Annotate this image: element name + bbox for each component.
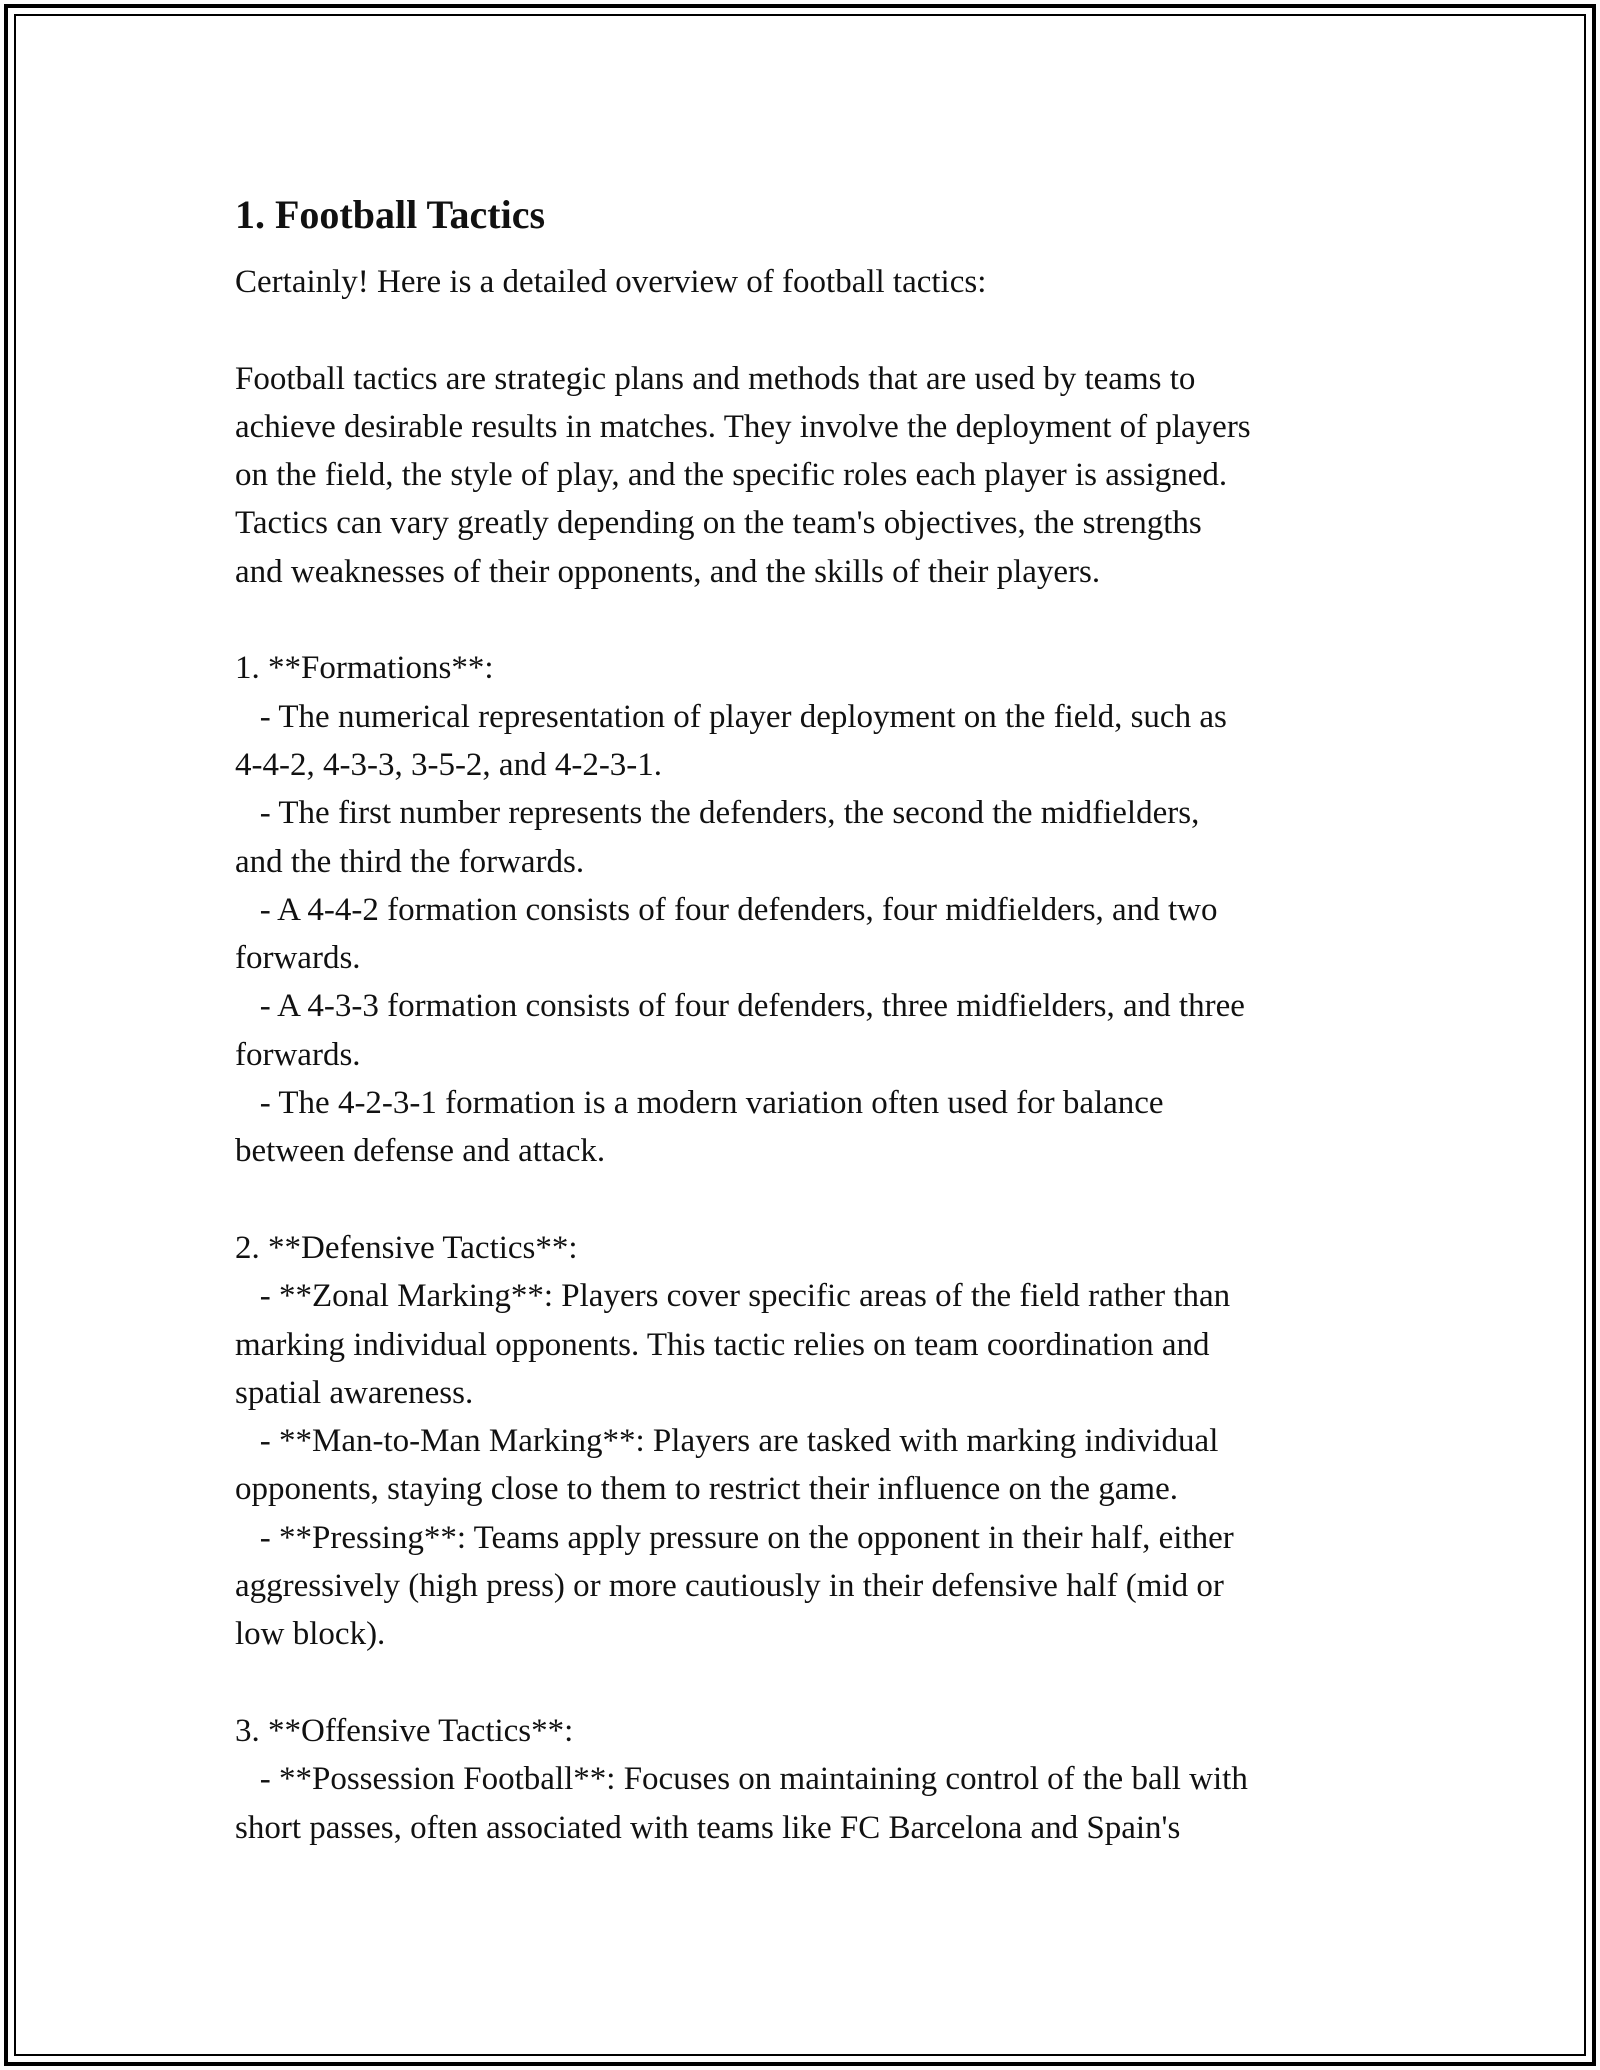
section-defensive-tactics: 2. **Defensive Tactics**: - **Zonal Marking**: Players cover specific areas of the field rather than marking individual opponents. This tactic relies on team coordination and spatial awareness. - **Man-to-Man Marking**: Players are tasked with marking individual opponents, staying close to them to restrict their influence on the game. - **Pressing**: Teams apply pressure on the opponent in their half, either aggressively (high press) or more cautiously in their defensive half (mid or low block). (235, 1229, 1234, 1653)
paragraph-spacer (235, 1659, 1395, 1707)
document-body (235, 180, 1395, 1852)
paragraph-spacer (235, 306, 1395, 354)
intro-text: Certainly! Here is a detailed overview of football tactics: (235, 264, 987, 300)
section-formations: 1. **Formations**: - The numerical representation of player deployment on the field, such as 4-4-2, 4-3-3, 3-5-2, and 4-2-3-1. - The first number represents the defenders, the second the midfielders, and the third the forwards. - A 4-4-2 formation consists of four defenders, four midfielders, and two forwards. - A 4-3-3 formation consists of four defenders, three midfielders, and three forwards. - The 4-2-3-1 formation is a modern variation often used for balance between defense and attack. (235, 650, 1245, 1170)
document-title: 1. Football Tactics (235, 192, 546, 237)
paragraph-spacer (235, 1176, 1395, 1224)
section-offensive-tactics: 3. **Offensive Tactics**: - **Possession Football**: Focuses on maintaining control of the ball with short passes, often associated with teams like FC Barcelona and Spain's (235, 1712, 1248, 1846)
overview-paragraph: Football tactics are strategic plans and methods that are used by teams to achieve desirable results in matches. They involve the deployment of players on the field, the style of play, and the specific roles each player is assigned. Tactics can vary greatly depending on the team's objectives, the strengths and weaknesses of their opponents, and the skills of their players. (235, 360, 1251, 590)
paragraph-spacer (235, 596, 1395, 644)
